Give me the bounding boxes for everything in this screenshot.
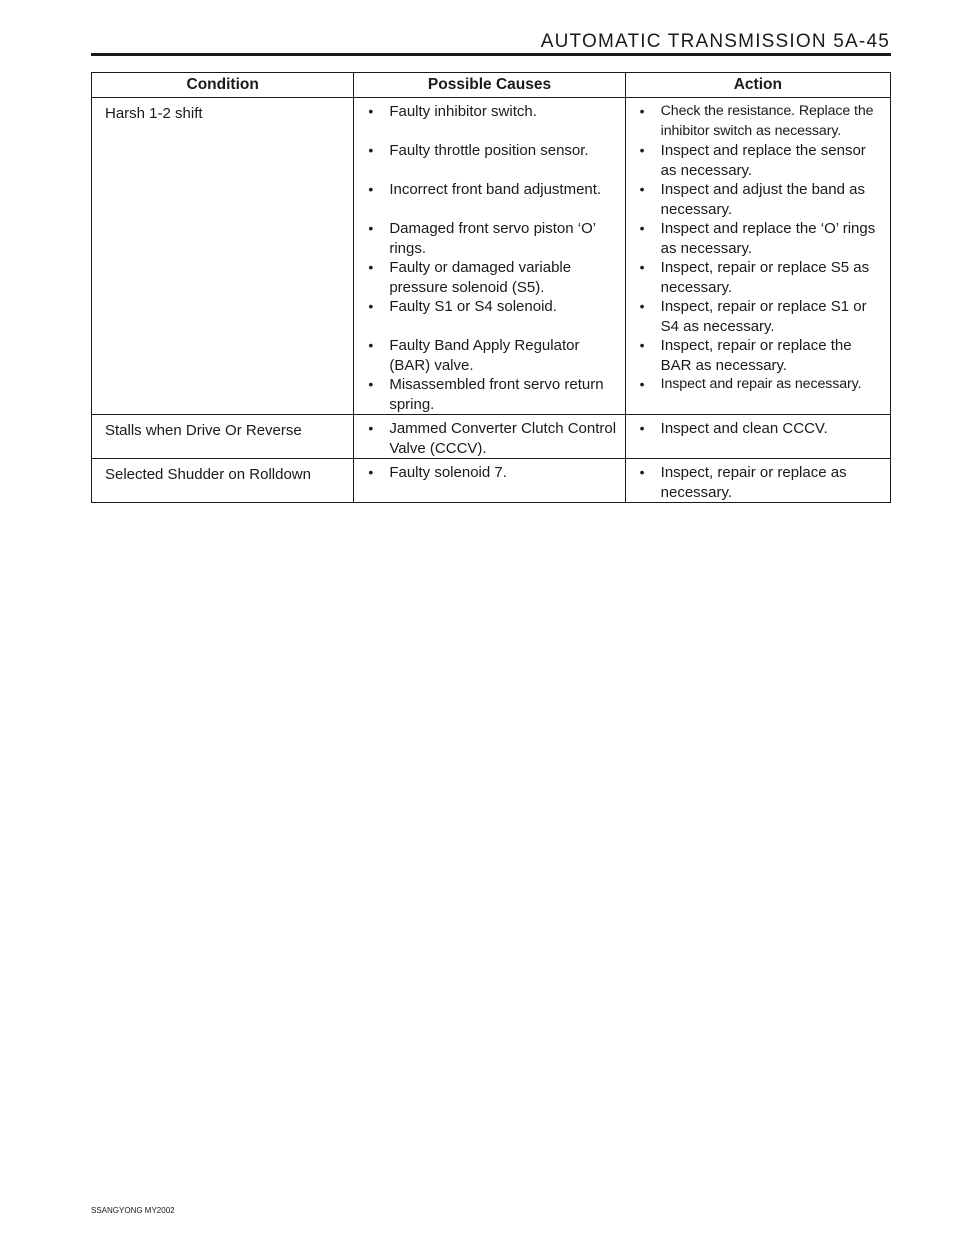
bullet-icon: •: [368, 337, 374, 353]
action-text: Inspect and clean CCCV.: [660, 420, 828, 437]
action-text: Inspect, repair or replace the BAR as necessary.: [660, 337, 852, 374]
bullet-icon: •: [639, 220, 645, 236]
bullet-icon: •: [368, 142, 374, 158]
action-text: Inspect and adjust the band as necessary.: [660, 181, 865, 218]
bullet-icon: •: [639, 259, 645, 275]
causes-cell: [354, 98, 625, 415]
cause-item: [354, 180, 624, 219]
action-text: Inspect and repair as necessary.: [660, 376, 862, 392]
action-item: [626, 336, 890, 375]
page-header-title: AUTOMATIC TRANSMISSION 5A-45: [540, 31, 890, 52]
cause-text: Damaged front servo piston ‘O’ rings.: [389, 220, 596, 257]
condition-text: Harsh 1-2 shift: [105, 105, 203, 122]
column-header-possible-causes: Possible Causes: [354, 73, 625, 98]
action-item: [626, 141, 890, 180]
bullet-icon: •: [368, 420, 374, 436]
actions-cell: [625, 98, 890, 415]
cause-item: [354, 102, 624, 141]
condition-cell: [92, 98, 354, 415]
cause-item: [354, 219, 624, 258]
action-item: [626, 180, 890, 219]
bullet-icon: •: [639, 298, 645, 314]
action-item: [626, 419, 890, 458]
bullet-icon: •: [639, 420, 645, 436]
table-row: [92, 415, 891, 459]
bullet-icon: •: [639, 464, 645, 480]
bullet-icon: •: [639, 337, 645, 353]
bullet-icon: •: [639, 142, 645, 158]
condition-text: Selected Shudder on Rolldown: [105, 466, 311, 483]
column-header-condition: Condition: [92, 73, 354, 98]
action-text: Inspect, repair or replace as necessary.: [660, 464, 847, 501]
action-item: [626, 258, 890, 297]
cause-text: Faulty solenoid 7.: [389, 464, 507, 481]
bullet-icon: •: [368, 259, 374, 275]
table-header-row: [92, 73, 891, 98]
bullet-icon: •: [368, 220, 374, 236]
bullet-icon: •: [368, 298, 374, 314]
actions-cell: [625, 415, 890, 459]
cause-text: Misassembled front servo return spring.: [389, 376, 604, 413]
action-item: [626, 102, 890, 141]
action-text: Inspect, repair or replace S5 as necessary.: [660, 259, 870, 296]
actions-cell: [625, 459, 890, 503]
cause-item: [354, 419, 624, 458]
action-item: [626, 375, 890, 414]
troubleshooting-table: [91, 72, 891, 503]
cause-text: Faulty S1 or S4 solenoid.: [389, 298, 557, 315]
condition-text: Stalls when Drive Or Reverse: [105, 422, 302, 439]
bullet-icon: •: [368, 103, 374, 119]
cause-text: Faulty or damaged variable pressure solenoid (S5).: [389, 259, 572, 296]
bullet-icon: •: [368, 181, 374, 197]
table-row: [92, 459, 891, 503]
footer-text: SSANGYONG MY2002: [91, 1206, 175, 1215]
column-header-action: Action: [625, 73, 890, 98]
cause-item: [354, 463, 624, 502]
bullet-icon: •: [639, 376, 645, 392]
action-text: Check the resistance. Replace the inhibitor switch as necessary.: [660, 103, 874, 139]
cause-item: [354, 258, 624, 297]
cause-text: Faulty Band Apply Regulator (BAR) valve.: [389, 337, 580, 374]
cause-text: Faulty throttle position sensor.: [389, 142, 589, 159]
condition-cell: [92, 459, 354, 503]
action-text: Inspect and replace the sensor as necessary.: [660, 142, 866, 179]
causes-cell: [354, 459, 625, 503]
cause-item: [354, 141, 624, 180]
bullet-icon: •: [639, 181, 645, 197]
cause-item: [354, 336, 624, 375]
action-text: Inspect, repair or replace S1 or S4 as necessary.: [660, 298, 867, 335]
action-item: [626, 219, 890, 258]
causes-cell: [354, 415, 625, 459]
cause-item: [354, 297, 624, 336]
cause-text: Faulty inhibitor switch.: [389, 103, 537, 120]
cause-item: [354, 375, 624, 414]
action-item: [626, 297, 890, 336]
header-rule: [91, 53, 891, 56]
action-text: Inspect and replace the ‘O’ rings as necessary.: [660, 220, 876, 257]
bullet-icon: •: [368, 376, 374, 392]
cause-text: Incorrect front band adjustment.: [389, 181, 602, 198]
cause-text: Jammed Converter Clutch Control Valve (CCCV).: [389, 420, 617, 457]
table-row: [92, 98, 891, 415]
condition-cell: [92, 415, 354, 459]
bullet-icon: •: [639, 103, 645, 119]
action-item: [626, 463, 890, 502]
bullet-icon: •: [368, 464, 374, 480]
